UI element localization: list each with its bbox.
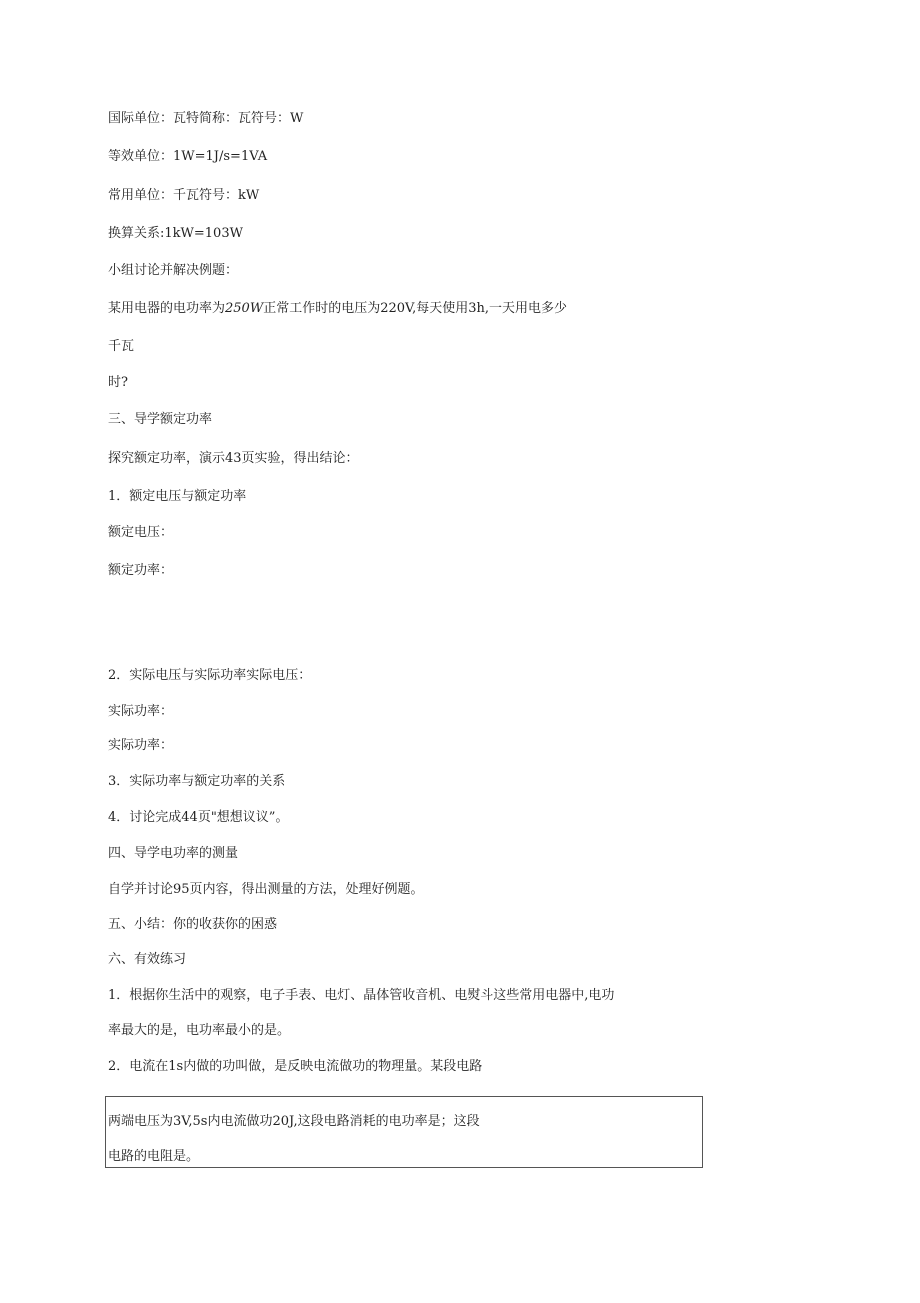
text-line-rated-power: 额定功率： (108, 563, 174, 578)
box-line-1: 两端电压为3V,5s内电流做功20J,这段电路消耗的电功率是；这段 (108, 1114, 480, 1129)
example-text-a: 某用电器的电功率为 (108, 301, 226, 316)
text-line-equivalent-unit: 等效单位：1W=1J/s=1VA (108, 149, 268, 164)
bordered-text-box (105, 1096, 703, 1168)
box-line-2: 电路的电阻是。 (108, 1149, 200, 1164)
text-line-explore-rated-power: 探究额定功率，演示43页实验，得出结论： (108, 451, 359, 466)
text-line-si-unit: 国际单位：瓦特简称：瓦符号：W (108, 111, 304, 126)
section-heading-summary: 五、小结：你的收获你的困惑 (108, 917, 278, 932)
text-line-common-unit: 常用单位：千瓦符号：kW (108, 188, 260, 203)
text-line-example-cont-2: 时? (108, 375, 128, 390)
text-line-rated-voltage: 额定电压： (108, 525, 174, 540)
text-line-conversion: 换算关系:1kW=103W (108, 226, 243, 241)
text-line-group-discussion: 小组讨论并解决例题： (108, 263, 239, 278)
example-text-c: 正常工作时的电压为220V,每天使用3h,一天用电多少 (263, 301, 568, 316)
text-line-item-1: 1．额定电压与额定功率 (108, 489, 247, 504)
text-line-actual-power-2: 实际功率： (108, 738, 174, 753)
section-heading-measurement: 四、导学电功率的测量 (108, 846, 239, 861)
section-heading-exercises: 六、有效练习 (108, 952, 187, 967)
text-line-item-3: 3．实际功率与额定功率的关系 (108, 774, 286, 789)
text-line-exercise-2: 2．电流在1s内做的功叫做，是反映电流做功的物理量。某段电路 (108, 1059, 483, 1074)
text-line-actual-power-1: 实际功率： (108, 704, 174, 719)
text-line-item-4: 4．讨论完成44页"想想议议”。 (108, 810, 289, 825)
section-heading-rated-power: 三、导学额定功率 (108, 412, 213, 427)
text-line-example-problem (108, 300, 567, 318)
text-line-self-study: 自学并讨论95页内容，得出测量的方法，处理好例题。 (108, 882, 424, 897)
example-power-value: 250W (225, 301, 264, 316)
text-line-item-2: 2．实际电压与实际功率实际电压： (108, 668, 312, 683)
text-line-example-cont-1: 千瓦 (108, 339, 135, 354)
text-line-exercise-1: 1．根据你生活中的观察，电子手表、电灯、晶体管收音机、电熨斗这些常用电器中,电功 (108, 988, 615, 1003)
text-line-exercise-1-cont: 率最大的是，电功率最小的是。 (108, 1023, 291, 1038)
